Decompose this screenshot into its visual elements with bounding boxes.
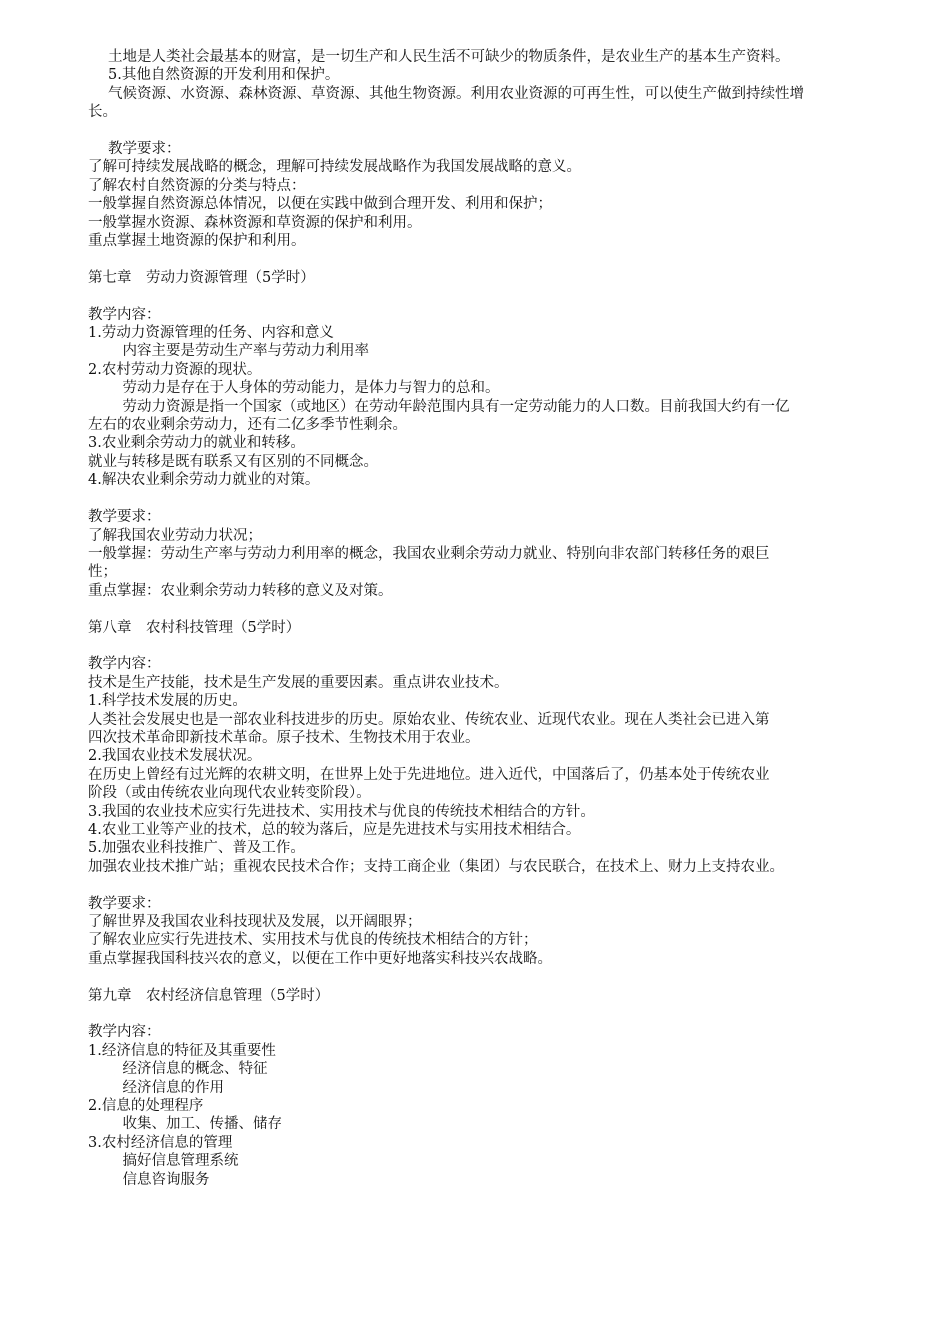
blank-line bbox=[88, 637, 880, 655]
text-line: 一般掌握水资源、森林资源和草资源的保护和利用。 bbox=[88, 214, 422, 231]
blank-line bbox=[88, 287, 880, 305]
text-line: 3.我国的农业技术应实行先进技术、实用技术与优良的传统技术相结合的方针。 bbox=[88, 803, 595, 820]
text-line: 技术是生产技能，技术是生产发展的重要因素。重点讲农业技术。 bbox=[88, 674, 509, 691]
text-line: 搞好信息管理系统 bbox=[108, 1153, 239, 1170]
text-line: 1.科学技术发展的历史。 bbox=[88, 693, 247, 710]
blank-line bbox=[88, 250, 880, 268]
text-line: 了解农业应实行先进技术、实用技术与优良的传统技术相结合的方针； bbox=[88, 932, 538, 949]
text-line: 气候资源、水资源、森林资源、草资源、其他生物资源。利用农业资源的可再生性，可以使生产做到持续性增 bbox=[108, 85, 804, 102]
text-line: 劳动力是存在于人身体的劳动能力，是体力与智力的总和。 bbox=[108, 380, 500, 397]
text-line: 3.农业剩余劳动力的就业和转移。 bbox=[88, 435, 305, 452]
text-line: 第九章 农村经济信息管理（5学时） bbox=[88, 987, 330, 1004]
text-line: 一般掌握自然资源总体情况，以便在实践中做到合理开发、利用和保护； bbox=[88, 196, 552, 213]
text-line: 教学内容： bbox=[88, 1024, 161, 1041]
text-line: 教学内容： bbox=[88, 656, 161, 673]
text-line: 劳动力资源是指一个国家（或地区）在劳动年龄范围内具有一定劳动能力的人口数。目前我国大约有一亿 bbox=[108, 398, 790, 415]
text-line: 第八章 农村科技管理（5学时） bbox=[88, 619, 301, 636]
text-line: 经济信息的作用 bbox=[108, 1079, 224, 1096]
text-line: 长。 bbox=[88, 104, 117, 121]
text-line: 土地是人类社会最基本的财富，是一切生产和人民生活不可缺少的物质条件，是农业生产的基本生产资料。 bbox=[108, 49, 790, 65]
text-line: 就业与转移是既有联系又有区别的不同概念。 bbox=[88, 453, 378, 470]
blank-line bbox=[88, 876, 880, 894]
blank-line bbox=[88, 600, 880, 618]
text-line: 4.农业工业等产业的技术，总的较为落后，应是先进技术与实用技术相结合。 bbox=[88, 821, 581, 838]
text-line: 人类社会发展史也是一部农业科技进步的历史。原始农业、传统农业、近现代农业。现在人类社会已进入第 bbox=[88, 711, 770, 728]
text-line: 左右的农业剩余劳动力，还有二亿多季节性剩余。 bbox=[88, 417, 407, 434]
text-line: 教学要求： bbox=[108, 141, 181, 158]
text-line: 在历史上曾经有过光辉的农耕文明，在世界上处于先进地位。进入近代，中国落后了，仍基本处于传统农业 bbox=[88, 766, 770, 783]
text-line: 教学要求： bbox=[88, 895, 161, 912]
text-line: 1.经济信息的特征及其重要性 bbox=[88, 1042, 276, 1059]
text-line: 了解农村自然资源的分类与特点： bbox=[88, 177, 306, 194]
text-line: 阶段（或由传统农业向现代农业转变阶段）。 bbox=[88, 785, 371, 802]
blank-line bbox=[88, 490, 880, 508]
text-line: 了解我国农业劳动力状况； bbox=[88, 527, 262, 544]
text-line: 教学内容： bbox=[88, 306, 161, 323]
text-line: 2.我国农业技术发展状况。 bbox=[88, 748, 262, 765]
document-body bbox=[88, 48, 880, 1189]
text-line: 重点掌握我国科技兴农的意义，以便在工作中更好地落实科技兴农战略。 bbox=[88, 950, 552, 967]
blank-line bbox=[88, 968, 880, 986]
text-line: 信息咨询服务 bbox=[108, 1171, 210, 1188]
text-line: 了解可持续发展战略的概念，理解可持续发展战略作为我国发展战略的意义。 bbox=[88, 159, 581, 176]
text-line: 2.农村劳动力资源的现状。 bbox=[88, 361, 262, 378]
blank-line bbox=[88, 1005, 880, 1023]
text-line: 3.农村经济信息的管理 bbox=[88, 1134, 233, 1151]
text-line: 5.其他自然资源的开发利用和保护。 bbox=[108, 67, 340, 84]
text-line: 第七章 劳动力资源管理（5学时） bbox=[88, 269, 315, 286]
text-line: 重点掌握土地资源的保护和利用。 bbox=[88, 233, 306, 250]
text-line: 性； bbox=[88, 564, 117, 581]
text-line: 收集、加工、传播、储存 bbox=[108, 1116, 282, 1133]
text-line: 了解世界及我国农业科技现状及发展，以开阔眼界； bbox=[88, 913, 422, 930]
text-line: 经济信息的概念、特征 bbox=[108, 1061, 268, 1078]
text-line: 四次技术革命即新技术革命。原子技术、生物技术用于农业。 bbox=[88, 729, 480, 746]
text-line: 一般掌握：劳动生产率与劳动力利用率的概念，我国农业剩余劳动力就业、特别向非农部门转移任务的艰巨 bbox=[88, 545, 770, 562]
text-line: 教学要求： bbox=[88, 509, 161, 526]
text-line: 2.信息的处理程序 bbox=[88, 1098, 204, 1115]
text-line: 1.劳动力资源管理的任务、内容和意义 bbox=[88, 325, 334, 342]
text-line: 4.解决农业剩余劳动力就业的对策。 bbox=[88, 472, 320, 489]
text-line: 重点掌握：农业剩余劳动力转移的意义及对策。 bbox=[88, 582, 393, 599]
text-line: 内容主要是劳动生产率与劳动力利用率 bbox=[108, 343, 369, 360]
text-line: 加强农业技术推广站；重视农民技术合作；支持工商企业（集团）与农民联合，在技术上、财力上支持农业。 bbox=[88, 858, 784, 875]
blank-line bbox=[88, 122, 880, 140]
text-line: 5.加强农业科技推广、普及工作。 bbox=[88, 840, 305, 857]
